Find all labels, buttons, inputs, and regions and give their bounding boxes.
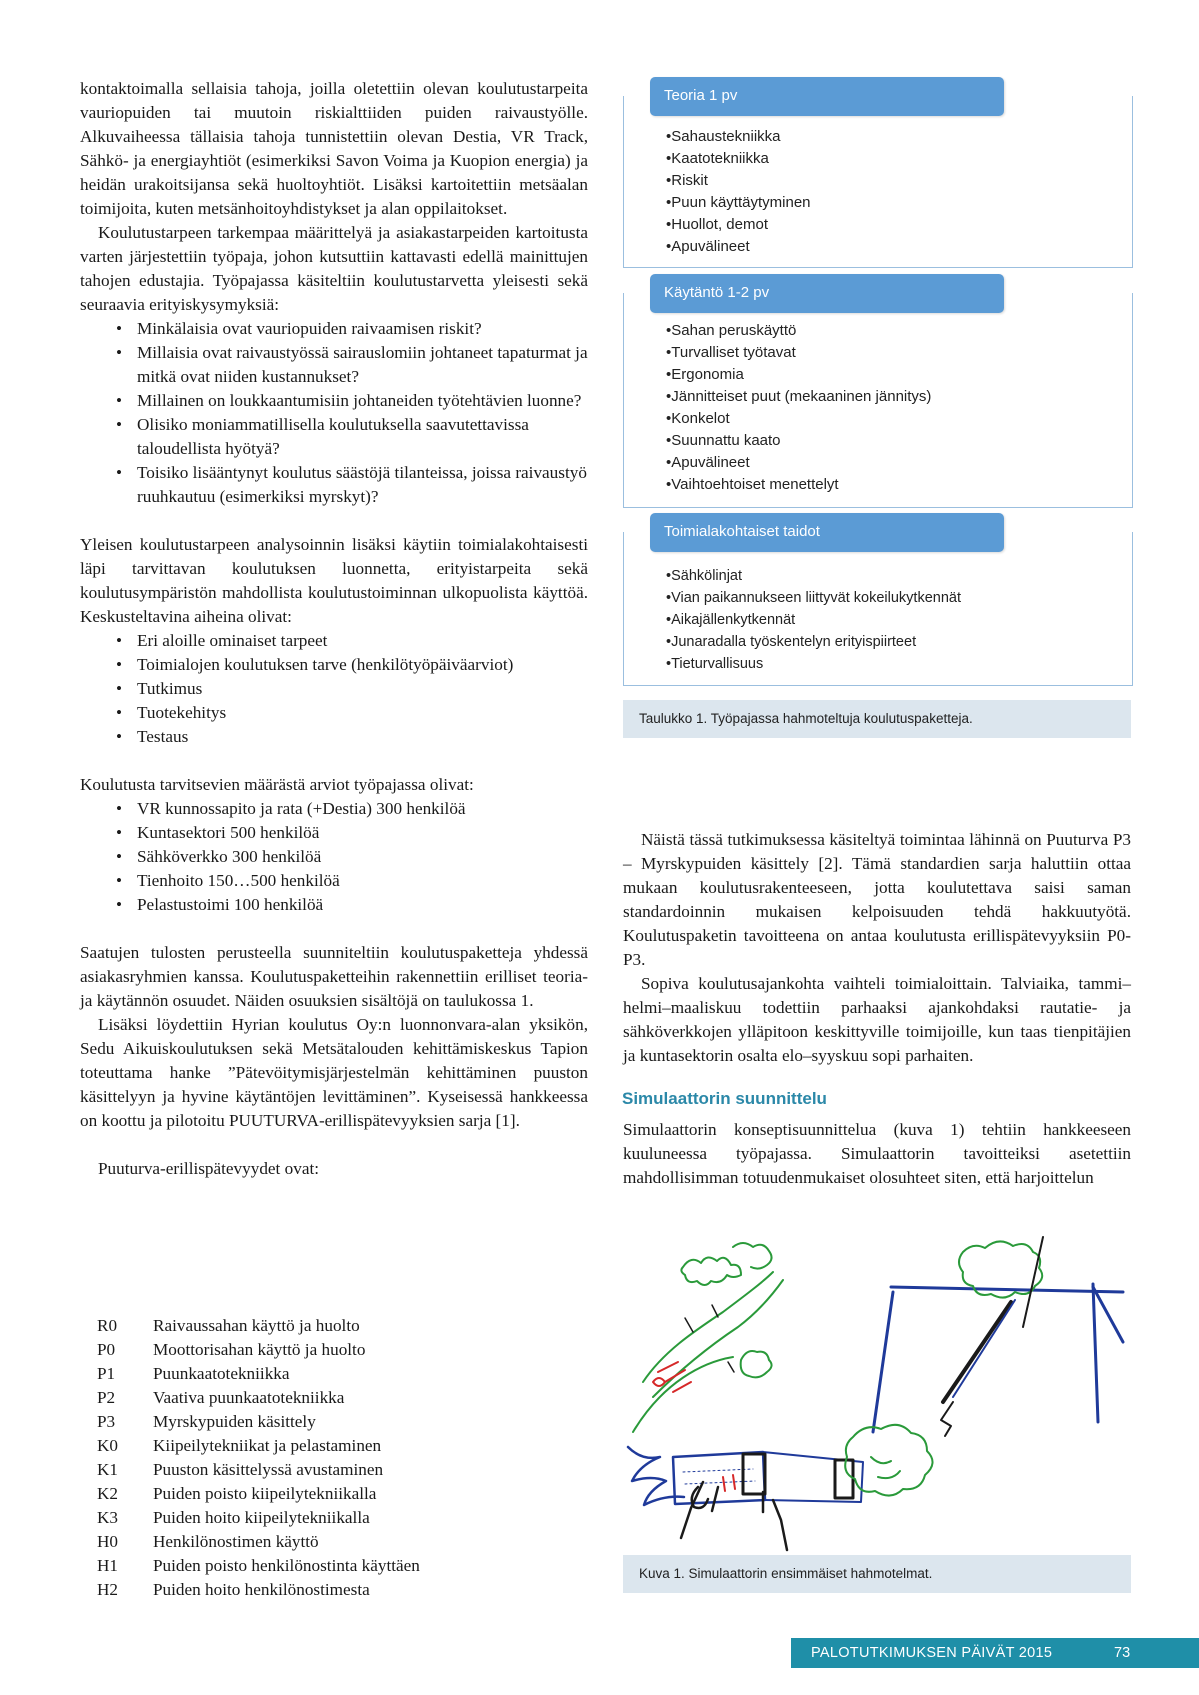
code-label: Myrskypuiden käsittely [153, 1412, 316, 1431]
list-item: • Tutkimus [116, 677, 588, 701]
table-item: •Konkelot [666, 410, 730, 427]
code-row [97, 1530, 420, 1554]
code-row [97, 1554, 420, 1578]
table-item: •Huollot, demot [666, 216, 768, 233]
estimate-list [80, 797, 588, 917]
code: R0 [97, 1316, 118, 1335]
code-label: Raivaussahan käyttö ja huolto [153, 1316, 360, 1335]
table-item: •Junaradalla työskentelyn erityispiirteet [666, 634, 917, 650]
list-item: • Toimialojen koulutuksen tarve (henkilötyöpäiväarviot) [116, 653, 588, 677]
code-row [97, 1578, 420, 1602]
code-row [97, 1386, 420, 1410]
table-item: •Apuvälineet [666, 238, 750, 255]
table-section-items [666, 320, 931, 496]
table-item: •Aikajällenkytkennät [666, 612, 796, 628]
paragraph: Lisäksi löydettiin Hyrian koulutus Oy:n luonnonvara-alan yksikön, Sedu Aikuiskoulutuksen sekä Metsätalouden kehittämiskeskus Tapion toteuttama hanke ”Pätevöitymisjärjestelmän kehittäminen puuston käsittelyyn ja hyvine käytäntöjen levittäminen”. Kyseisessä hankkeessa on koottu ja pilotoitu PUUTURVA-erillispätevyyksien sarja [1]. [80, 1015, 588, 1130]
section-heading: Simulaattorin suunnittelu [622, 1089, 827, 1108]
list-item: • Minkälaisia ovat vauriopuiden raivaamisen riskit? [116, 317, 588, 341]
topic-list [80, 629, 588, 749]
code-label: Puiden hoito kiipeilytekniikalla [153, 1508, 370, 1527]
table-item: •Apuvälineet [666, 454, 750, 471]
paragraph: Yleisen koulutustarpeen analysoinnin lisäksi käytiin toimialakohtaisesti läpi tarvittavan koulutuksen luonnetta, erityistarpeita sekä koulutusympäristön mahdollista koulutustoiminnan ulkopuolista käyttöä. Keskusteltavina aiheina olivat: [80, 535, 588, 626]
code-row [97, 1362, 420, 1386]
paragraph: Koulutustarpeen tarkempaa määrittelyä ja asiakastarpeiden kartoitusta varten järjestettiin työpaja, johon kutsuttiin kattavasti edellä mainittujen tahojen edustajia. Työpajassa käsiteltiin koulutustarvetta yleisesti sekä seuraavia erityiskysymyksiä: [80, 223, 588, 314]
list-item: • Testaus [116, 725, 588, 749]
code-label: Vaativa puunkaatotekniikka [153, 1388, 345, 1407]
code: K2 [97, 1484, 119, 1503]
code-row [97, 1482, 420, 1506]
table-item: •Jännitteiset puut (mekaaninen jännitys) [666, 388, 932, 405]
log-sketch [628, 1425, 933, 1550]
right-column-continued [623, 1118, 1131, 1190]
paragraph: Saatujen tulosten perusteella suunniteltiin koulutuspaketteja yhdessä asiakasryhmien kanssa. Koulutuspaketteihin rakennettiin erilliset teoria- ja käytännön osuudet. Näiden osuuksien sisältöjä on taulukossa 1. [80, 943, 588, 1010]
table-section-items [666, 126, 811, 258]
page-footer [791, 1638, 1199, 1668]
code: P1 [97, 1364, 116, 1383]
list-item: • Kuntasektori 500 henkilöä [116, 821, 588, 845]
table-item: •Sahaustekniikka [666, 128, 781, 145]
codes-intro: Puuturva-erillispätevyydet ovat: [98, 1159, 319, 1178]
code: K0 [97, 1436, 119, 1455]
code-label: Puuston käsittelyssä avustaminen [153, 1460, 384, 1479]
code-row [97, 1506, 420, 1530]
code-row [97, 1338, 420, 1362]
table-item: •Vaihtoehtoiset menettelyt [666, 476, 839, 493]
table-section-items [666, 565, 961, 675]
code-label: Puiden poisto henkilönostinta käyttäen [153, 1556, 420, 1575]
code-label: Henkilönostimen käyttö [153, 1532, 319, 1551]
code: H2 [97, 1580, 119, 1599]
list-item: • Millainen on loukkaantumisiin johtaneiden työtehtävien luonne? [116, 389, 588, 413]
list-item: • Pelastustoimi 100 henkilöä [116, 893, 588, 917]
code-row [97, 1314, 420, 1338]
code: P0 [97, 1340, 116, 1359]
code: K1 [97, 1460, 119, 1479]
table-section-header: Käytäntö 1-2 pv [650, 274, 1004, 313]
footer-title: PALOTUTKIMUKSEN PÄIVÄT 2015 [811, 1645, 1053, 1661]
list-item: • Eri aloille ominaiset tarpeet [116, 629, 588, 653]
list-item: • Tuotekehitys [116, 701, 588, 725]
table-caption: Taulukko 1. Työpajassa hahmoteltuja koulutuspaketteja. [623, 700, 1131, 738]
code-label: Puiden poisto kiipeilytekniikalla [153, 1484, 377, 1503]
paragraph: Simulaattorin konseptisuunnittelua (kuva 1) tehtiin hankkeeseen kuuluneessa työpajassa. Simulaattorin tavoitteiksi asetettiin mahdollisimman totuudenmukaiset olosuhteet siten, että harjoittelun [623, 1120, 1131, 1187]
code-label: Puunkaatotekniikka [153, 1364, 290, 1383]
table-item: •Sahan peruskäyttö [666, 322, 797, 339]
list-item: • VR kunnossapito ja rata (+Destia) 300 henkilöä [116, 797, 588, 821]
left-column [80, 77, 588, 1181]
code: H0 [97, 1532, 119, 1551]
code-label: Kiipeilytekniikat ja pelastaminen [153, 1436, 382, 1455]
code-row [97, 1410, 420, 1434]
table-item: •Vian paikannukseen liittyvät kokeilukytkennät [666, 590, 961, 606]
table-item: •Ergonomia [666, 366, 744, 383]
list-item: • Millaisia ovat raivaustyössä sairauslomiin johtaneet tapaturmat ja mitkä ovat niiden kustannukset? [116, 341, 588, 389]
list-item: • Tienhoito 150…500 henkilöä [116, 869, 588, 893]
table-item: •Tieturvallisuus [666, 656, 764, 672]
list-item: • Toisiko lisääntynyt koulutus säästöjä tilanteissa, joissa raivaustyö ruuhkautuu (esimerkiksi myrskyt)? [116, 461, 588, 509]
code-row [97, 1458, 420, 1482]
simulator-sketch-figure [623, 1232, 1131, 1552]
paragraph: kontaktoimalla sellaisia tahoja, joilla oletettiin olevan koulutustarpeita vauriopuiden tai muutoin riskialttiiden puiden raivaustyölle. Alkuvaiheessa tällaisia tahoja tunnistettiin olevan Destia, VR Track, Sähkö- ja energiayhtiöt (esimerkiksi Savon Voima ja Kuopion energia) ja heidän urakoitsijansa sekä huoltoyhtiöt. Lisäksi kartoitettiin metsäalan toimijoita, kuten metsänhoitoyhdistykset ja alan oppilaitokset. [80, 79, 588, 218]
table-item: •Puun käyttäytyminen [666, 194, 811, 211]
crane-frame-sketch [873, 1237, 1123, 1436]
code: P2 [97, 1388, 116, 1407]
list-item: • Olisiko moniammatillisella koulutuksella saavutettavissa taloudellista hyötyä? [116, 413, 588, 461]
table-item: •Turvalliset työtavat [666, 344, 796, 361]
paragraph: Sopiva koulutusajankohta vaihteli toimialoittain. Talviaika, tammi–helmi–maaliskuu todettiin parhaaksi ajankohdaksi rautatie- ja sähköverkkojen ylläpitoon keskittyville toimijoille, kun taas tienpitäjien ja kuntasektorin osalta elo–syyskuu sopi parhaiten. [623, 974, 1131, 1065]
paragraph: Koulutusta tarvitsevien määrästä arviot työpajassa olivat: [80, 775, 474, 794]
table-item: •Riskit [666, 172, 708, 189]
table-item: •Sähkölinjat [666, 568, 743, 584]
code: P3 [97, 1412, 116, 1431]
list-item: • Sähköverkko 300 henkilöä [116, 845, 588, 869]
table-item: •Suunnattu kaato [666, 432, 781, 449]
table-section-header: Teoria 1 pv [650, 77, 1004, 116]
paragraph: Näistä tässä tutkimuksessa käsiteltyä toimintaa lähinnä on Puuturva P3 – Myrskypuiden käsittely [2]. Tämä standardien sarja haluttiin ottaa mukaan koulutusrakenteeseen, jotta koulutettava saisi saman standardoinnin mukaisen kelpoisuuden tehdä hakkuutyötä. Koulutuspaketin tavoitteena on antaa koulutusta erillispätevyyksiin P0-P3. [623, 830, 1131, 969]
code: K3 [97, 1508, 119, 1527]
figure-caption: Kuva 1. Simulaattorin ensimmäiset hahmotelmat. [623, 1555, 1131, 1593]
fallen-tree-sketch [633, 1243, 783, 1432]
table-item: •Kaatotekniikka [666, 150, 769, 167]
table-section-header: Toimialakohtaiset taidot [650, 513, 1004, 552]
right-column [623, 828, 1131, 1068]
question-list [80, 317, 588, 509]
code: H1 [97, 1556, 119, 1575]
code-label: Puiden hoito henkilönostimesta [153, 1580, 370, 1599]
page-number: 73 [1114, 1645, 1131, 1661]
code-row [97, 1434, 420, 1458]
code-label: Moottorisahan käyttö ja huolto [153, 1340, 366, 1359]
qualification-codes [97, 1314, 420, 1602]
